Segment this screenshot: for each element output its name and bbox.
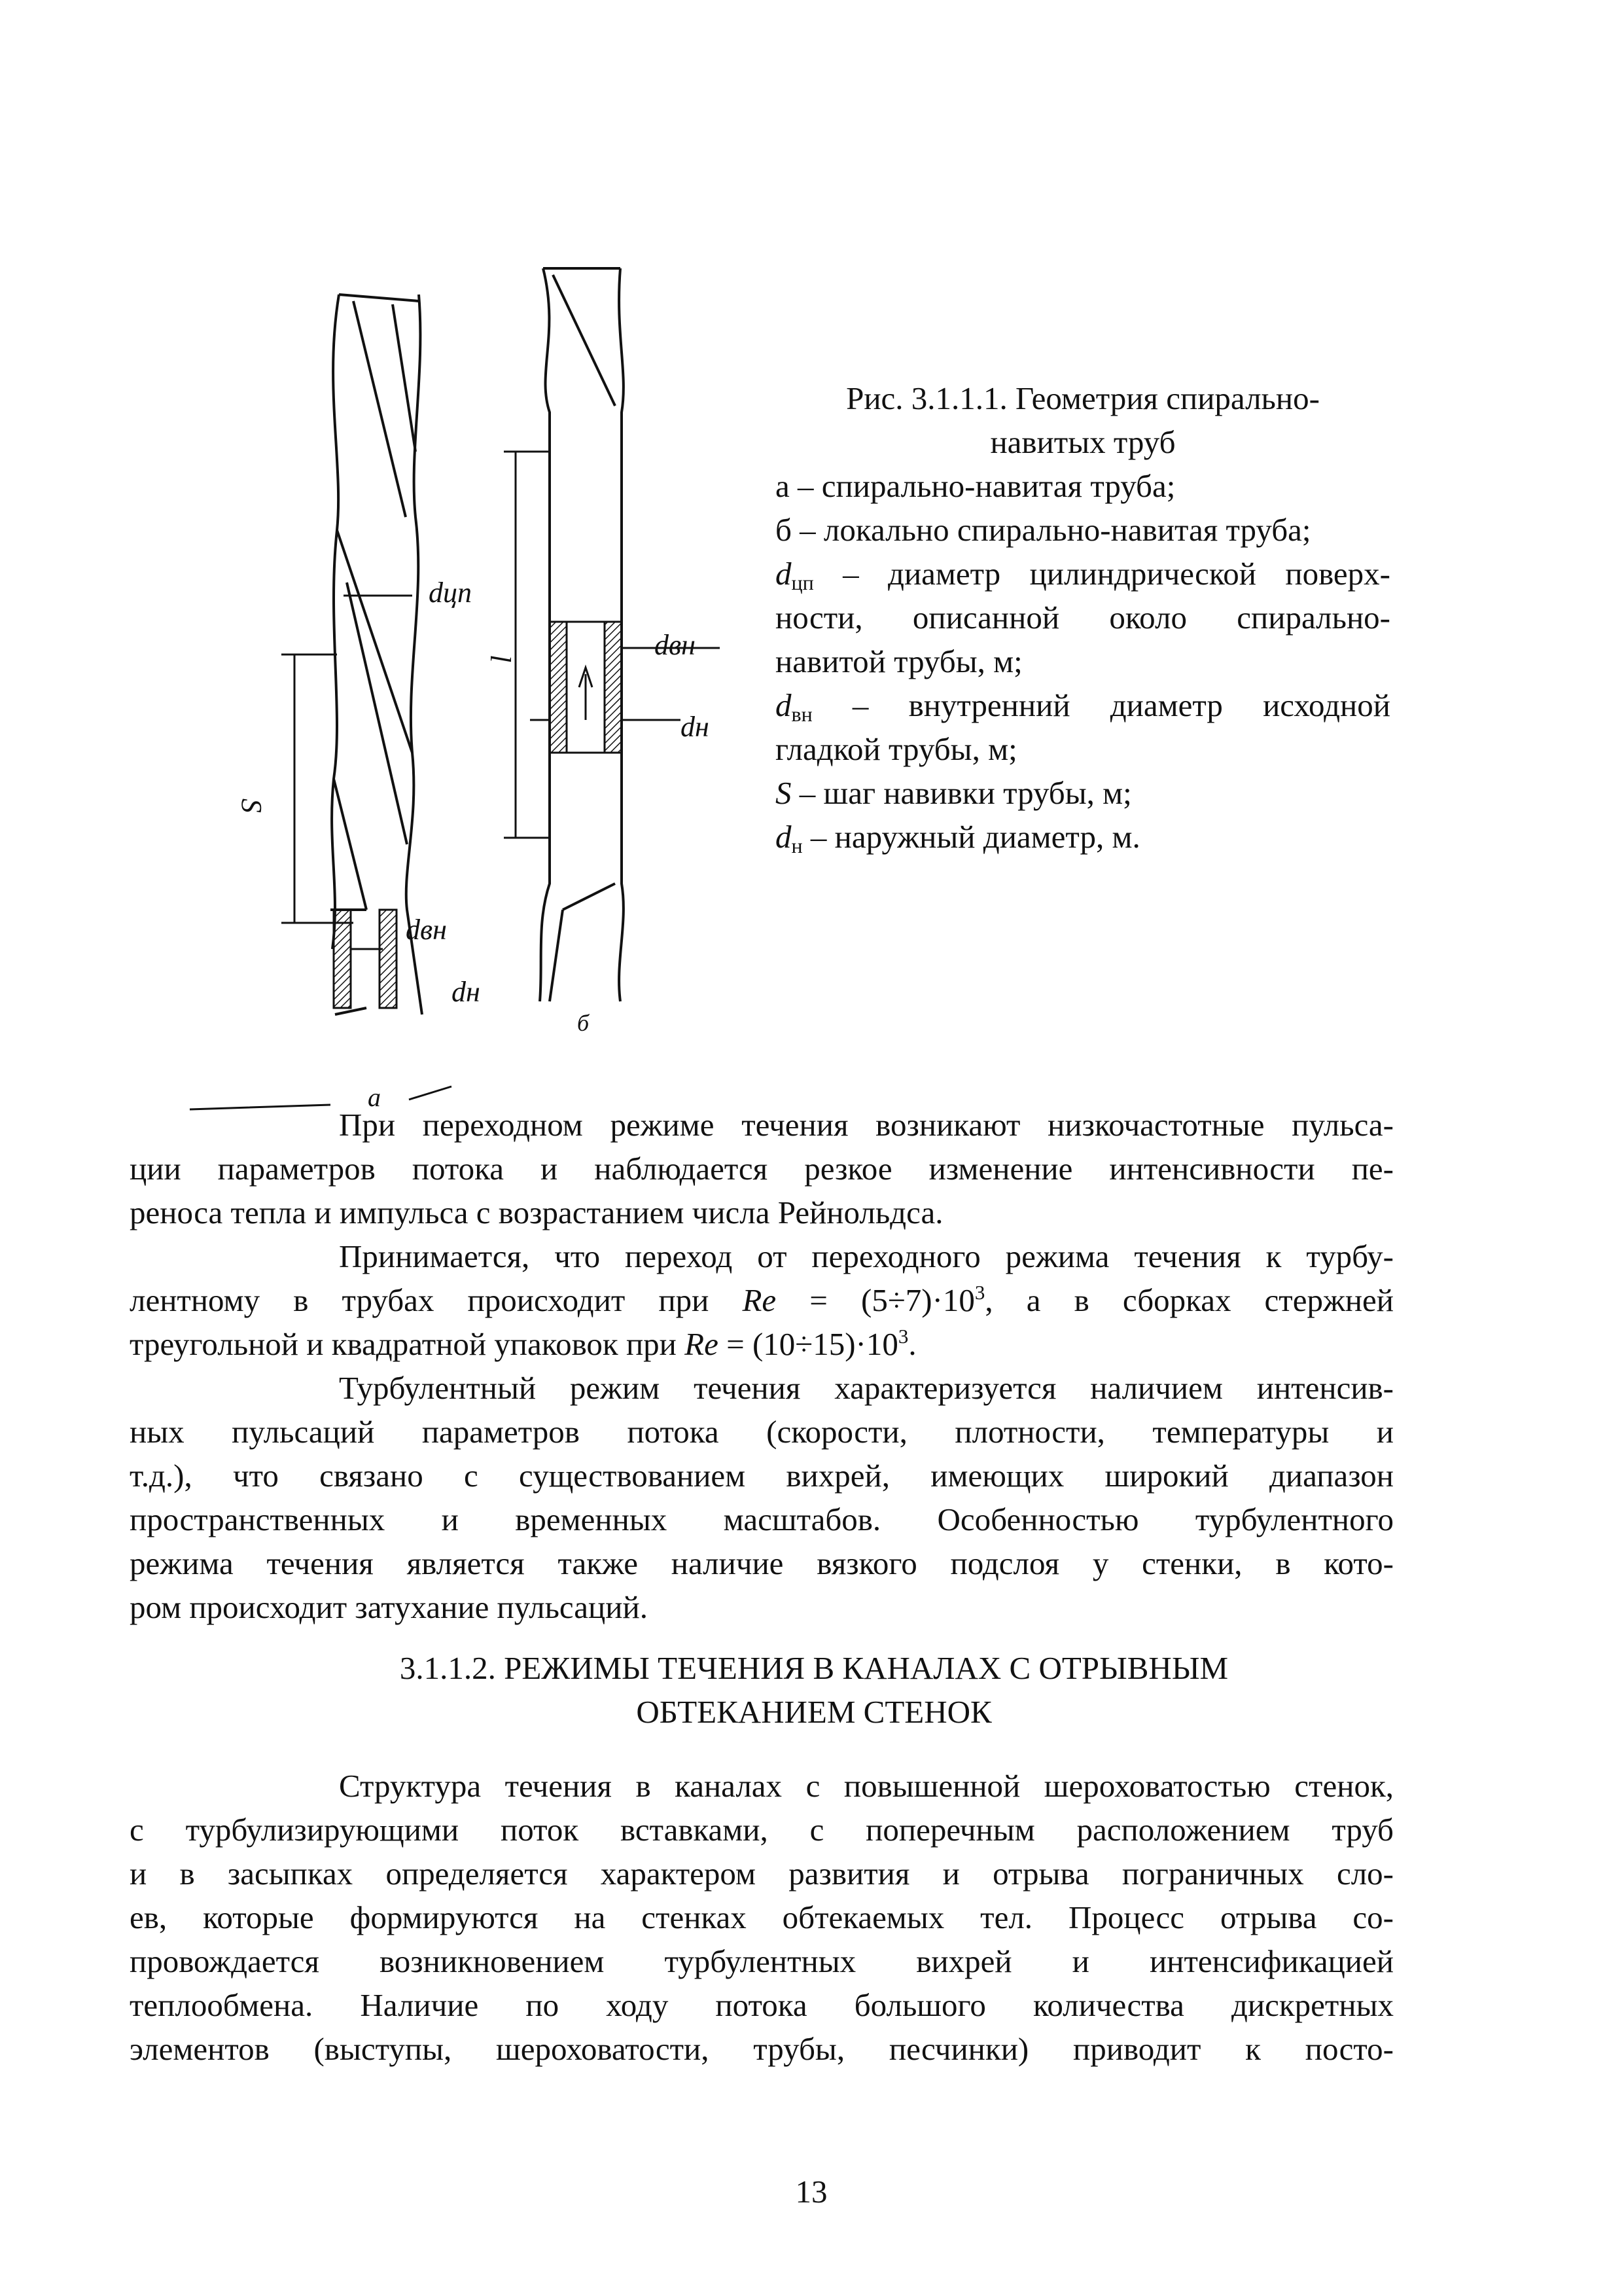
tube-b-spiral-bottom [550,910,563,1001]
p4-line7: элементов (выступы, шероховатости, трубы, песчинки) приводит к посто- [130,2031,1394,2067]
heading-line1: 3.1.1.2. РЕЖИМЫ ТЕЧЕНИЯ В КАНАЛАХ С ОТРЫВНЫМ [399,1650,1229,1686]
label-dn-a: dн [451,976,480,1008]
re-symbol-1: Re [742,1282,777,1318]
p4-line6: теплообмена. Наличие по ходу потока большого количества дискретных [130,1987,1394,2023]
p3-line5: режима течения является также наличие вязкого подслоя у стенки, в кото- [130,1545,1394,1581]
p3-line3: т.д.), что связано с существованием вихрей, имеющих широкий диапазон [130,1458,1394,1494]
label-part-b: б [577,1010,590,1036]
flow-arrow [579,668,592,720]
caption-dcp-line2: ности, описанной около спирально- [775,600,1390,636]
p2-line2 [130,1278,1394,1322]
caption-title-line1: Рис. 3.1.1.1. Геометрия спирально- [846,380,1320,416]
p4-line4: ев, которые формируются на стенках обтекаемых тел. Процесс отрыва со- [130,1899,1394,1935]
page-number: 13 [795,2174,828,2210]
paragraph-3 [130,1366,1394,1629]
s-text: – шаг навивки трубы, м; [791,775,1132,811]
caption-s-line [775,771,1390,815]
caption-dcp-line1 [775,552,1390,596]
tube-b-wall-section-right [605,622,622,753]
label-dvn-a: dвн [406,914,447,946]
p2-line2-b: = (5÷7)·10 [776,1282,975,1318]
figure-caption [775,376,1390,859]
p2-line3-b: = (10÷15)·10 [718,1326,898,1362]
caption-dvn-line2: гладкой трубы, м; [775,731,1017,767]
tube-a-spiral-line-5 [334,779,366,910]
p3-line1: Турбулентный режим течения характеризуется наличием интенсив- [339,1370,1394,1406]
tube-a-spiral-line-3 [337,530,412,753]
label-dcp: dцп [429,577,472,609]
p4-line1: Структура течения в каналах с повышенной шероховатостью стенок, [339,1768,1394,1804]
dvn-subscript: вн [791,702,813,726]
caption-item-b: б – локально спирально-навитая труба; [775,512,1311,548]
re-symbol-2: Re [684,1326,718,1362]
p3-line2: ных пульсаций параметров потока (скорости, плотности, температуры и [130,1414,1394,1450]
exponent-2: 3 [898,1325,909,1348]
caption-title-line2: навитых труб [990,424,1176,460]
exponent-1: 3 [974,1281,985,1304]
tube-a-left-wall [332,295,339,949]
label-dn-b: dн [680,711,709,743]
p2-line1: Принимается, что переход от переходного режима течения к турбу- [339,1238,1394,1274]
p4-line2: с турбулизирующими поток вставками, с поперечным расположением труб [130,1812,1394,1848]
paragraph-2 [130,1234,1394,1366]
label-l: l [484,655,516,663]
dn-text: – наружный диаметр, м. [802,819,1140,855]
p2-line2-c: , а в сборках стержней [985,1282,1394,1318]
p1-line3: реноса тепла и импульса с возрастанием числа Рейнольдса. [130,1194,944,1230]
p1-line1: При переходном режиме течения возникают низкочастотные пульса- [339,1107,1394,1143]
p1-line2: ции параметров потока и наблюдается резкое изменение интенсивности пе- [130,1151,1394,1187]
heading-line2: ОБТЕКАНИЕМ СТЕНОК [636,1694,992,1730]
tube-a-spiral-line-2 [393,304,415,452]
p2-line2-a: лентному в трубах происходит при [130,1282,743,1318]
section-heading [234,1646,1394,1734]
figure-spiral-tubes [196,255,785,1112]
dcp-text: – диаметр цилиндрической поверх- [813,556,1390,592]
p2-line3 [130,1322,1394,1366]
body-text-bottom [130,1764,1394,2071]
dvn-symbol: d [775,687,792,723]
label-s: S [236,798,268,813]
label-dvn-b: dвн [654,629,696,661]
dn-subscript: н [791,834,803,857]
paragraph-4 [130,1764,1394,2071]
p4-line5: провождается возникновением турбулентных вихрей и интенсификацией [130,1943,1394,1979]
caption-dn-line [775,815,1390,859]
p2-line3-c: . [908,1326,917,1362]
tube-a-top-edge [339,295,419,301]
tube-a-wall-section-left [334,910,351,1008]
caption-dvn-line1 [775,683,1390,727]
caption-item-a: а – спирально-навитая труба; [775,468,1176,504]
tube-a [330,295,422,1014]
label-part-a: a [368,1083,381,1112]
body-text-top [130,1103,1394,1629]
p4-line3: и в засыпках определяется характером развития и отрыва пограничных сло- [130,1856,1394,1892]
dn-symbol: d [775,819,792,855]
paragraph-1 [130,1103,1394,1234]
tube-b-spiral-bottom-2 [563,884,615,910]
tube-b-wall-section-left [550,622,567,753]
p3-line6: ром происходит затухание пульсаций. [130,1589,648,1625]
p2-line3-a: треугольной и квадратной упаковок при [130,1326,685,1362]
caption-dcp-line3: навитой трубы, м; [775,643,1023,679]
dvn-text: – внутренний диаметр исходной [812,687,1390,723]
dcp-subscript: цп [791,571,814,594]
tube-a-wall-section-right [380,910,397,1008]
tube-b-spiral-top [553,275,615,406]
tube-b-left-wall [540,268,550,1001]
figure-drawing [196,255,785,1112]
p3-line4: пространственных и временных масштабов. Особенностью турбулентного [130,1501,1394,1537]
dcp-symbol: d [775,556,792,592]
s-symbol: S [775,775,792,811]
